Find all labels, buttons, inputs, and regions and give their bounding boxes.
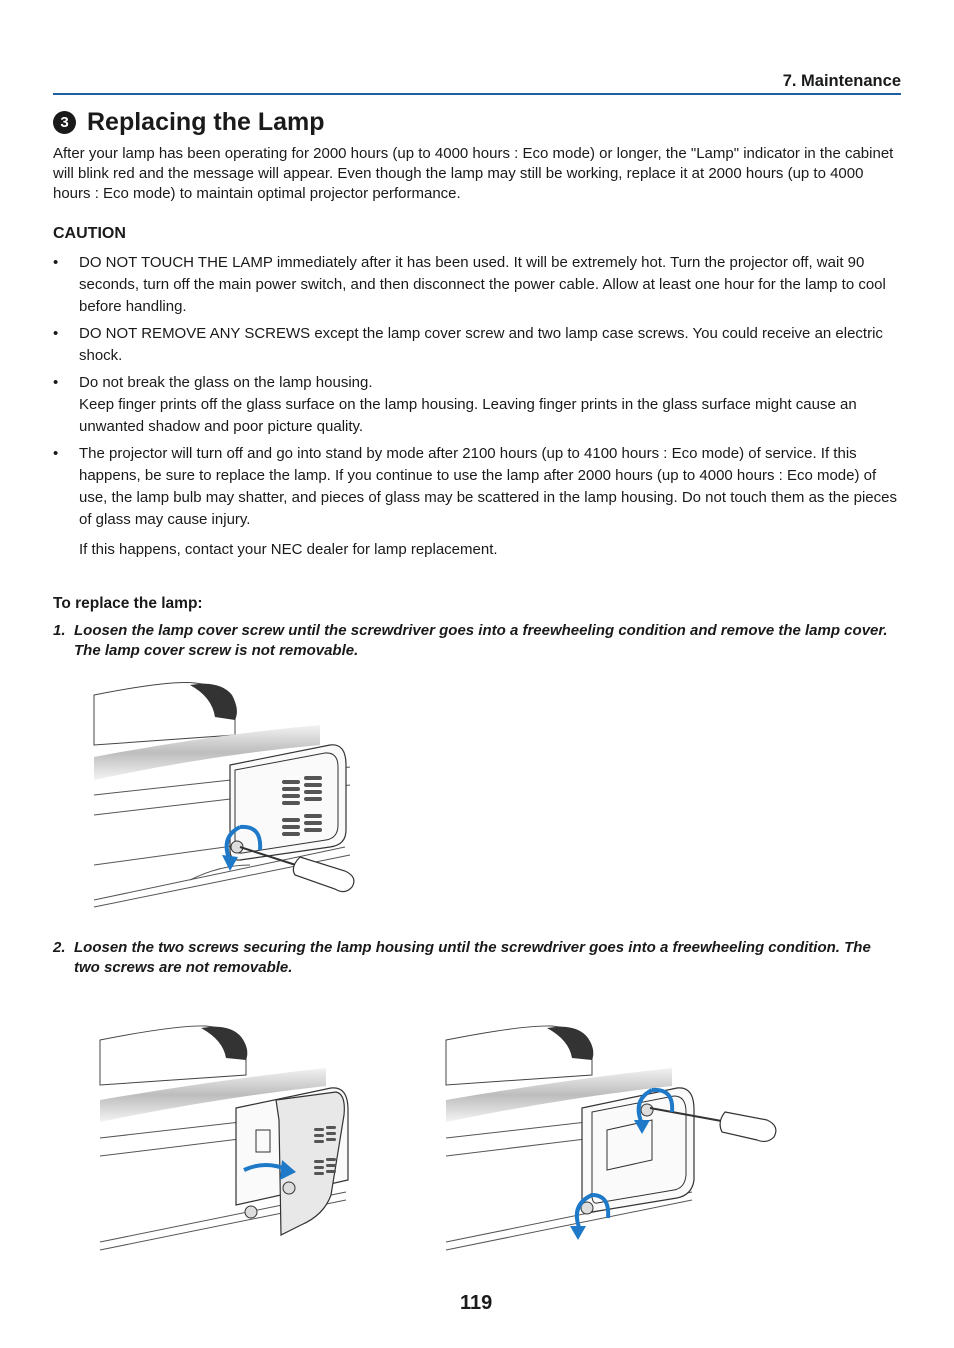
bullet-icon: • [53, 325, 59, 342]
screw-illustration [442, 1020, 787, 1255]
step-number: 1. [53, 622, 66, 639]
caution-heading: CAUTION [53, 225, 126, 242]
caution-text: DO NOT TOUCH THE LAMP immediately after it has been used. It will be extremely hot. Turn the projector off, wait 90 seconds, turn off the main power switch, and then disconnect the power cable. Allow at least one hour for the lamp to cool before handling. [79, 254, 886, 315]
page-number: 119 [460, 1292, 493, 1314]
procedure-heading: To replace the lamp: [53, 595, 203, 612]
bullet-icon: • [53, 445, 59, 462]
caution-list [53, 252, 903, 536]
caution-text: Do not break the glass on the lamp housing. [79, 374, 373, 391]
page-title: Replacing the Lamp [87, 108, 325, 136]
section-label: 7. Maintenance [782, 72, 901, 90]
caution-item [53, 443, 903, 531]
caution-text: DO NOT REMOVE ANY SCREWS except the lamp cover screw and two lamp case screws. You could receive an electric shock. [79, 325, 883, 364]
procedure-step [53, 938, 893, 978]
step-text: Loosen the two screws securing the lamp housing until the screwdriver goes into a freewheeling condition. The two screws are not removable. [74, 939, 871, 976]
header-rule [53, 93, 901, 95]
bullet-icon: • [53, 254, 59, 271]
intro-paragraph: After your lamp has been operating for 2000 hours (up to 4000 hours : Eco mode) or longer, the "Lamp" indicator in the cabinet will blink red and the message will appear. Even though the lamp may still be working, replace it at 2000 hours (up to 4000 hours : Eco mode) to maintain optimal projector performance. [53, 145, 894, 202]
caution-item [53, 372, 903, 438]
procedure-step [53, 621, 893, 661]
caution-note: If this happens, contact your NEC dealer for lamp replacement. [79, 541, 498, 558]
caution-item [53, 323, 903, 367]
step-number: 2. [53, 939, 66, 956]
caution-text: Keep finger prints off the glass surface on the lamp housing. Leaving finger prints in the glass surface might cause an unwanted shadow and poor picture quality. [79, 396, 857, 435]
caution-item [53, 252, 903, 318]
lamp-cover-illustration [90, 675, 370, 915]
lamp-housing-illustration [96, 1020, 366, 1255]
title-row [53, 108, 325, 137]
step-number-badge: 3 [53, 111, 76, 134]
caution-text: The projector will turn off and go into stand by mode after 2100 hours (up to 4100 hours : Eco mode) of service. If this happens, be sure to replace the lamp. If you continue to use the lamp after 2000 hours (up to 4000 hours : Eco mode) of use, the lamp bulb may shatter, and pieces of glass may be scattered in the lamp housing. Do not touch them as the pieces of glass may cause injury. [79, 445, 897, 528]
step-text: Loosen the lamp cover screw until the screwdriver goes into a freewheeling condition and remove the lamp cover. The lamp cover screw is not removable. [74, 622, 888, 659]
bullet-icon: • [53, 374, 59, 391]
